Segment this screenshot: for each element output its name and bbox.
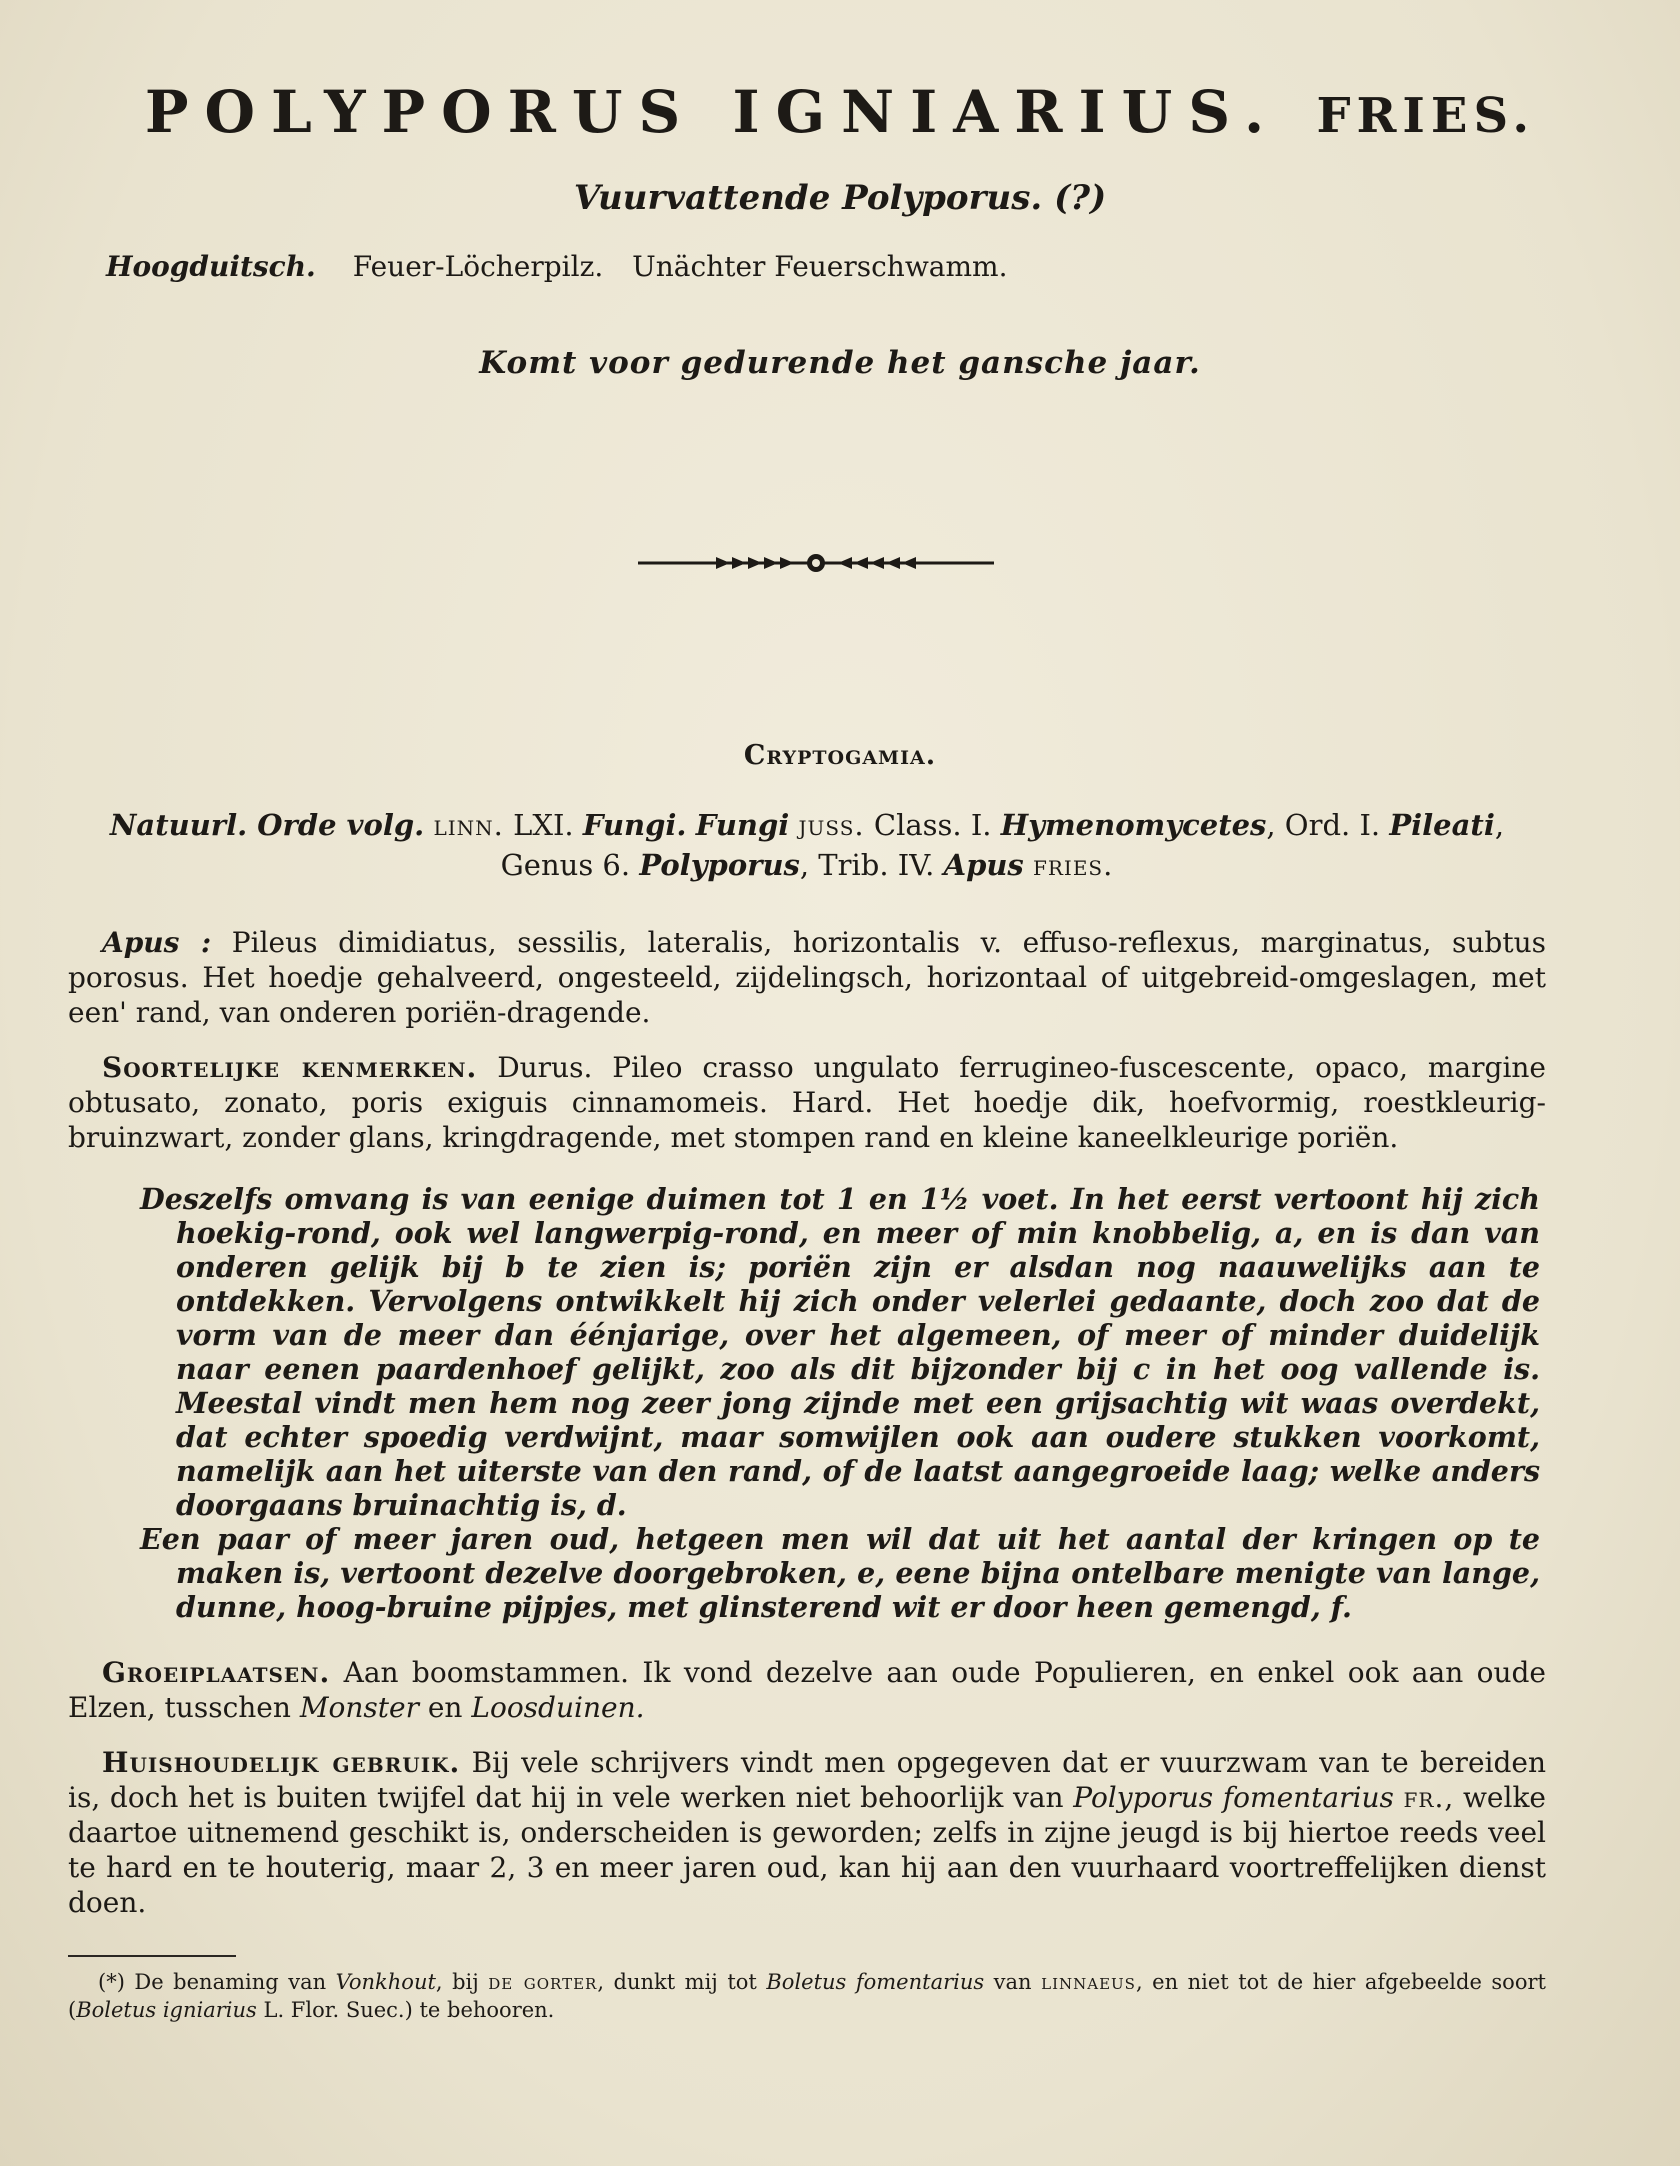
classification-line-1 (68, 805, 1546, 845)
juss-fungi: Fungi (695, 808, 790, 842)
kenmerken-label: Soortelijke kenmerken. (102, 1051, 478, 1084)
footnote (68, 1968, 1546, 2024)
german-label: Hoogduitsch. (106, 250, 316, 283)
gebruik-label: Huishoudelijk gebruik. (102, 1746, 461, 1779)
footnote-text-a: De benaming van (134, 1970, 327, 1994)
class-name: Hymenomycetes (1000, 808, 1267, 842)
dutch-name: Vuurvattende Polyporus. (?) (573, 178, 1107, 218)
footnote-name-1: Vonkhout (335, 1970, 436, 1994)
trib-name: Apus (943, 848, 1024, 882)
genus-name: Polyporus (639, 848, 800, 882)
german-name-2: Unächter Feuerschwamm. (632, 250, 1008, 283)
season-line: Komt voor gedurende het gansche jaar. (479, 345, 1201, 381)
footnote-text-f: L. Flor. Suec.) te behooren. (263, 1998, 555, 2022)
trib-label: , Trib. IV. (799, 848, 935, 882)
class-label: Class. I. (873, 808, 992, 842)
ornament-divider (638, 552, 994, 574)
ord-label: , Ord. I. (1266, 808, 1381, 842)
gebruik-species: Polyporus fomentarius (1073, 1781, 1394, 1814)
classification-line-2 (68, 845, 1546, 885)
german-name-1: Feuer-Löcherpilz. (352, 250, 604, 283)
genus-label: Genus 6. (500, 848, 631, 882)
line1-comma: , (1494, 808, 1505, 842)
groeiplaatsen-text-a: Aan boomstammen. Ik vond dezelve aan oude Populieren, en enkel ook aan oude Elzen, tusschen (68, 1656, 1546, 1724)
apus-label: Apus : (102, 926, 212, 959)
gebruik-abbr: fr. (1403, 1781, 1445, 1814)
footnote-text-b: , bij (435, 1970, 479, 1994)
observation-block (140, 1182, 1540, 1624)
footnote-text-c: , dunkt mij tot (597, 1970, 757, 1994)
footnote-text-e: , en niet tot de hier afgebeelde soort ( (68, 1970, 1546, 2022)
groeiplaatsen-text-b: en (427, 1691, 463, 1724)
groeiplaatsen-label: Groeiplaatsen. (102, 1656, 331, 1689)
footnote-mark: (*) (98, 1970, 125, 1994)
gebruik-paragraph (68, 1745, 1546, 1920)
ord-name: Pileati (1389, 808, 1495, 842)
title-species: POLYPORUS IGNIARIUS. (144, 78, 1281, 146)
footnote-author-1: de gorter (488, 1970, 598, 1994)
order-label: Natuurl. Orde volg. (109, 808, 425, 842)
observation-paragraph-1: Deszelfs omvang is van eenige duimen tot 1 en 1½ voet. In het eerst vertoont hij zich hoekig-rond, ook wel langwerpig-rond, en meer of min knobbelig, a, en is dan van onderen gelijk bij b te zien is; poriën zijn er alsdan nog naauwelijks aan te ontdekken. Vervolgens ontwikkelt hij zich onder velerlei gedaante, doch zoo dat de vorm van de meer dan éénjarige, over het algemeen, of meer of minder duidelijk naar eenen paardenhoef gelijkt, zoo als dit bijzonder bij c in het oog vallende is. Meestal vindt men hem nog zeer jong zijnde met een grijsachtig wit waas overdekt, dat echter spoedig verdwijnt, maar somwijlen ook aan oudere stukken voorkomt, namelijk aan het uiterste van den rand, of de laatst aangegroeide laag; welke anders doorgaans bruinachtig is, d. (140, 1182, 1540, 1522)
place-monster: Monster (299, 1691, 419, 1724)
kenmerken-paragraph (68, 1050, 1546, 1155)
apus-text: Pileus dimidiatus, sessilis, lateralis, horizontalis v. effuso-reflexus, marginatus, subtus porosus. Het hoedje gehalveerd, ongesteeld, zijdelingsch, horizontaal of uitgebreid-omgeslagen, met een' rand, van onderen poriën-dragende. (68, 926, 1546, 1029)
apus-paragraph (68, 925, 1546, 1030)
gebruik-text-b: , welke daartoe uitnemend geschikt is, onderscheiden is geworden; zelfs in zijne jeugd is bij hiertoe reeds veel te hard en te houterig, maar 2, 3 en meer jaren oud, kan hij aan den vuurhaard voortreffelijken dienst doen. (68, 1781, 1546, 1919)
page-title (0, 78, 1680, 146)
footnote-name-2: Boletus fomentarius (766, 1970, 985, 1994)
class-heading: Cryptogamia. (743, 740, 937, 771)
order-number: LXI. (513, 808, 574, 842)
footnote-rule (68, 1955, 236, 1957)
footnote-text-d: van (993, 1970, 1032, 1994)
gebruik-text-a: Bij vele schrijvers vindt men opgegeven dat er vuurzwam van te bereiden is, doch het is buiten twijfel dat hij in vele werken niet behoorlijk van (68, 1746, 1546, 1814)
fries-abbr: fries. (1032, 848, 1114, 882)
classification-block (68, 805, 1546, 885)
place-loosduinen: Loosduinen. (471, 1691, 645, 1724)
german-names (106, 250, 1008, 283)
order-fungi: Fungi. (582, 808, 687, 842)
observation-paragraph-2: Een paar of meer jaren oud, hetgeen men wil dat uit het aantal der kringen op te maken is, vertoont dezelve doorgebroken, e, eene bijna ontelbare menigte van lange, dunne, hoog-bruine pijpjes, met glinsterend wit er door heen gemengd, f. (140, 1522, 1540, 1624)
linn-abbr: linn. (433, 808, 504, 842)
footnote-author-2: linnaeus (1041, 1970, 1136, 1994)
kenmerken-text: Durus. Pileo crasso ungulato ferrugineo-fuscescente, opaco, margine obtusato, zonato, poris exiguis cinnamomeis. Hard. Het hoedje dik, hoefvormig, roestkleurig-bruinzwart, zonder glans, kringdragende, met stompen rand en kleine kaneelkleurige poriën. (68, 1051, 1546, 1154)
footnote-name-3: Boletus igniarius (76, 1998, 257, 2022)
title-author: FRIES. (1316, 88, 1536, 144)
groeiplaatsen-paragraph (68, 1655, 1546, 1725)
juss-abbr: juss. (798, 808, 865, 842)
